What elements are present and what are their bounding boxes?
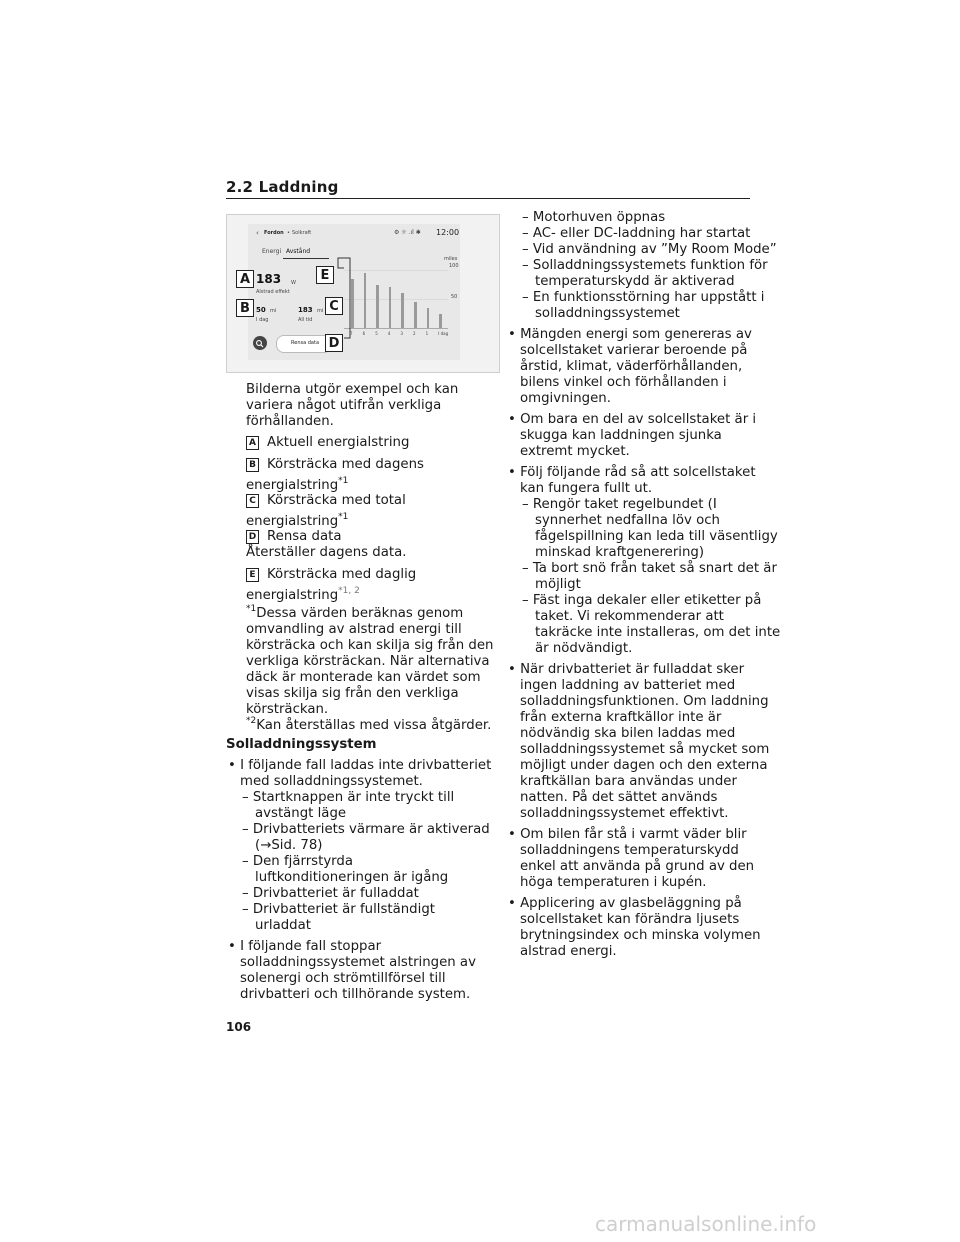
intro-line: variera något utifrån verkliga bbox=[246, 398, 442, 413]
legend-key-b: B bbox=[246, 458, 259, 472]
footnote-2 bbox=[246, 713, 491, 734]
today-distance-value: 50 bbox=[256, 306, 266, 314]
list-item: solladdningssystemet så mycket som bbox=[520, 742, 770, 757]
total-distance-unit: mi bbox=[317, 308, 324, 314]
list-item: extremt mycket. bbox=[520, 444, 630, 459]
list-item: solenergi och strömtillförsel till bbox=[240, 971, 446, 986]
y-axis-unit: miles bbox=[444, 256, 458, 262]
list-item: solladdningssystemet bbox=[535, 306, 680, 321]
list-item: solcellstaket varierar beroende på bbox=[520, 343, 748, 358]
callout-b: B bbox=[236, 299, 254, 317]
list-item: – Drivbatteriet är fulladdat bbox=[242, 886, 419, 901]
list-item: solladdningssystemet alstringen av bbox=[240, 955, 476, 970]
list-item: – Drivbatteriet är fullständigt bbox=[242, 902, 435, 917]
legend-text-c-2: energialstring bbox=[246, 514, 339, 529]
legend-text-a: Aktuell energialstring bbox=[267, 435, 410, 450]
legend-text-b: Körsträcka med dagens bbox=[267, 457, 424, 472]
list-item: taket. Vi rekommenderar att bbox=[535, 609, 724, 624]
legend-key-c: C bbox=[246, 494, 259, 508]
footnote-line: omvandling av alstrad energi till bbox=[246, 622, 462, 637]
footnote-line: Dessa värden beräknas genom bbox=[256, 606, 464, 621]
today-distance-label: I dag bbox=[256, 317, 269, 323]
list-item: årstid, klimat, väderförhållanden, bbox=[520, 359, 743, 374]
x-tick-label: 3 bbox=[400, 331, 403, 336]
legend-d bbox=[246, 529, 406, 561]
list-item: – En funktionsstörning har uppstått i bbox=[522, 290, 765, 305]
legend-text-b-2: energialstring bbox=[246, 478, 339, 493]
y-axis-mid-label: 50 bbox=[451, 294, 458, 300]
list-item: • Följ följande råd så att solcellstaket bbox=[508, 465, 756, 480]
legend-a bbox=[246, 435, 409, 451]
back-icon: ‹ bbox=[256, 229, 259, 237]
section-heading: Solladdningssystem bbox=[226, 737, 377, 752]
list-item: solladdningsfunktionen. Om laddning bbox=[520, 694, 769, 709]
list-item: möjligt bbox=[535, 577, 581, 592]
list-item: – Drivbatteriets värmare är aktiverad bbox=[242, 822, 490, 837]
list-item: • När drivbatteriet är fulladdat sker bbox=[508, 662, 745, 677]
footnote-line: körsträcka och kan skilja sig från den bbox=[246, 638, 494, 653]
legend-text-d-2: Återställer dagens data. bbox=[246, 545, 407, 560]
legend-text-e: Körsträcka med daglig bbox=[267, 567, 417, 582]
callout-d: D bbox=[325, 334, 343, 352]
legend-key-d: D bbox=[246, 530, 259, 544]
status-clock: 12:00 bbox=[436, 228, 460, 237]
current-power-value: 183 bbox=[256, 272, 282, 286]
today-distance-unit: mi bbox=[270, 308, 277, 314]
list-item: • I följande fall stoppar bbox=[228, 939, 382, 954]
list-item: • I följande fall laddas inte drivbatteriet bbox=[228, 758, 492, 773]
list-item: • Mängden energi som genereras av bbox=[508, 327, 752, 342]
total-distance-label: All tid bbox=[298, 317, 313, 323]
x-tick-label: 2 bbox=[413, 331, 416, 336]
list-item: enkel att använda på grund av den bbox=[520, 859, 755, 874]
tab-energy: Energi bbox=[262, 248, 282, 255]
intro-text bbox=[246, 382, 458, 430]
x-tick-label: 5 bbox=[375, 331, 378, 336]
intro-line: Bilderna utgör exempel och kan bbox=[246, 382, 459, 397]
list-item: omgivningen. bbox=[520, 391, 611, 406]
footnote-2-text: Kan återställas med vissa åtgärder. bbox=[256, 718, 492, 733]
list-item: skugga kan laddningen sjunka bbox=[520, 428, 722, 443]
intro-line: förhållanden. bbox=[246, 414, 334, 429]
list-item: – Motorhuven öppnas bbox=[522, 210, 666, 225]
list-item: – Rengör taket regelbundet (I bbox=[522, 497, 717, 512]
list-item: urladdat bbox=[255, 918, 311, 933]
list-item: nödvändig ska bilen laddas med bbox=[520, 726, 736, 741]
legend-b bbox=[246, 457, 424, 494]
list-item: synnerhet nedfallna löv och bbox=[535, 513, 720, 528]
current-power-unit: W bbox=[291, 280, 296, 286]
list-item: – Fäst inga dekaler eller etiketter på bbox=[522, 593, 762, 608]
list-item: minskad kraftgenerering) bbox=[535, 545, 705, 560]
legend-key-e: E bbox=[246, 568, 259, 582]
callout-e: E bbox=[316, 266, 334, 284]
footnote-1 bbox=[246, 601, 493, 718]
legend-text-c: Körsträcka med total bbox=[267, 493, 406, 508]
legend-text-d: Rensa data bbox=[267, 529, 342, 544]
callout-bracket bbox=[226, 214, 498, 371]
legend-text-e-2: energialstring bbox=[246, 588, 339, 603]
x-tick-label: I dag bbox=[438, 331, 449, 336]
list-item: höga temperaturen i kupén. bbox=[520, 875, 707, 890]
legend-e bbox=[246, 567, 416, 604]
clear-data-label: Rensa data bbox=[291, 340, 320, 346]
list-item: brytningsindex och minska volymen bbox=[520, 928, 761, 943]
list-item: luftkonditioneringen är igång bbox=[255, 870, 449, 885]
left-column-list bbox=[228, 758, 491, 1003]
list-item: – Den fjärrstyrda bbox=[242, 854, 354, 869]
x-tick-label: 1 bbox=[425, 331, 429, 336]
section-title: 2.2 Laddning bbox=[226, 178, 339, 196]
list-item: kraftkällan bara användas under bbox=[520, 774, 737, 789]
list-item: fågelspillning kan leda till väsentligy bbox=[535, 529, 778, 544]
list-item: – Startknappen är inte tryckt till bbox=[242, 790, 455, 805]
right-column-list bbox=[508, 210, 780, 960]
list-item: solladdningens temperaturskydd bbox=[520, 843, 739, 858]
breadcrumb-separator: • bbox=[287, 230, 290, 236]
footnote-1-mark: *1 bbox=[246, 604, 257, 614]
list-item: med solladdningssystemet. bbox=[240, 774, 423, 789]
list-item: – AC- eller DC-laddning har startat bbox=[522, 226, 751, 241]
legend-c bbox=[246, 493, 406, 530]
total-distance-value: 183 bbox=[298, 306, 313, 314]
footnote-2-mark: *2 bbox=[246, 716, 257, 726]
list-item: – Vid användning av ”My Room Mode” bbox=[522, 242, 777, 257]
list-item: solcellstaket kan förändra ljusets bbox=[520, 912, 740, 927]
y-axis-max-label: 100 bbox=[449, 263, 459, 269]
page-number: 106 bbox=[226, 1020, 252, 1034]
list-item: är nödvändigt. bbox=[535, 641, 633, 656]
list-item: avstängt läge bbox=[255, 806, 347, 821]
x-tick-label: 6 bbox=[362, 331, 366, 336]
list-item: – Solladdningssystemets funktion för bbox=[522, 258, 768, 273]
list-item: möjligt under dagen och den externa bbox=[520, 758, 768, 773]
footnote-line: verkliga körsträckan. När alternativa bbox=[246, 654, 490, 669]
list-item: temperaturskydd är aktiverad bbox=[535, 274, 735, 289]
list-item: bilens vinkel och förhållanden i bbox=[520, 375, 727, 390]
list-item: takräcke inte installeras, om det inte bbox=[535, 625, 781, 640]
status-icons: ⚙ ☼ .ıl ✱ bbox=[394, 229, 421, 236]
footnote-ref: *1 bbox=[338, 512, 349, 522]
list-item: kan fungera fullt ut. bbox=[520, 481, 653, 496]
list-item: drivbatteri och tillhörande system. bbox=[240, 987, 471, 1002]
breadcrumb-vehicle: Fordon bbox=[264, 230, 284, 236]
footnote-ref: *1 bbox=[338, 476, 349, 486]
list-item: från externa kraftkällor inte är bbox=[520, 710, 722, 725]
list-item: – Ta bort snö från taket så snart det är bbox=[522, 561, 777, 576]
breadcrumb-solar: Solkraft bbox=[292, 230, 312, 236]
tab-distance: Avstånd bbox=[286, 248, 311, 255]
list-item: (→Sid. 78) bbox=[255, 838, 323, 853]
footnote-line: körsträckan. bbox=[246, 702, 329, 717]
list-item: solladdningssystemet effektivt. bbox=[520, 806, 729, 821]
footnote-line: däck är monterade kan värdet som bbox=[246, 670, 481, 685]
x-tick-label: 7 bbox=[350, 331, 353, 336]
callout-c: C bbox=[325, 297, 343, 315]
list-item: • Om bara en del av solcellstaket är i bbox=[508, 412, 757, 427]
list-item: • Om bilen får stå i varmt väder blir bbox=[508, 827, 747, 842]
current-power-label: Alstrad effekt bbox=[256, 289, 290, 295]
list-item: • Applicering av glasbeläggning på bbox=[508, 896, 742, 911]
list-item: natten. På det sättet används bbox=[520, 790, 718, 805]
legend-key-a: A bbox=[246, 436, 259, 450]
section-divider bbox=[226, 198, 750, 199]
list-item: alstrad energi. bbox=[520, 944, 617, 959]
footnote-line: visas skilja sig från den verkliga bbox=[246, 686, 459, 701]
list-item: ingen laddning av batteriet med bbox=[520, 678, 736, 693]
x-tick-label: 4 bbox=[387, 331, 391, 336]
watermark: carmanualsonline.info bbox=[595, 1212, 817, 1236]
footnote-ref: *1, 2 bbox=[338, 586, 360, 596]
callout-a: A bbox=[236, 270, 254, 288]
